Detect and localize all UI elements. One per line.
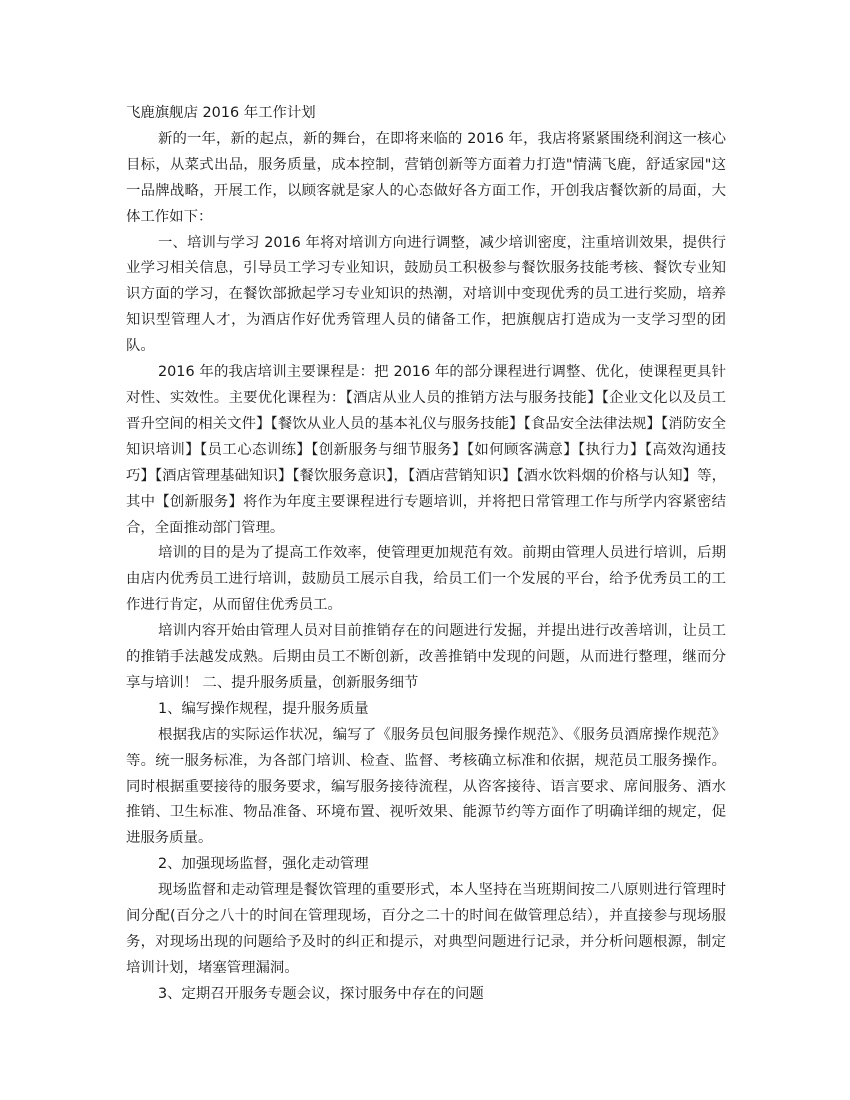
paragraph-service-procedures: 根据我店的实际运作状况，编写了《服务员包间服务操作规范》、《服务员酒席操作规范》等。统一服务标准，为各部门培训、检查、监督、考核确立标准和依据，规范员工服务操作。同时根据重要接待的服务要求，编写服务接待流程，从咨客接待、语言要求、席间服务、酒水推销、卫生标准、物品准备、环境布置、视听效果、能源节约等方面作了明确详细的规定，促进服务质量。 [126, 726, 726, 847]
heading-service-meetings: 3、定期召开服务专题会议，探讨服务中存在的问题 [158, 985, 484, 1002]
heading-service-procedures: 1、编写操作规程，提升服务质量 [158, 700, 369, 717]
paragraph-training-content: 培训内容开始由管理人员对目前推销存在的问题进行发掘，并提出进行改善培训，让员工的推销手法越发成熟。后期由员工不断创新，改善推销中发现的问题，从而进行整理，继而分享与培训！ 二、提升服务质量，创新服务细节 [126, 623, 726, 691]
paragraph-training-study: 一、培训与学习 2016 年将对培训方向进行调整，减少培训密度，注重培训效果，提供行业学习相关信息，引导员工学习专业知识，鼓励员工积极参与餐饮服务技能考核、餐饮专业知识方面的学习，在餐饮部掀起学习专业知识的热潮，对培训中变现优秀的员工进行奖励，培养知识型管理人才，为酒店作好优秀管理人员的储备工作，把旗舰店打造成为一支学习型的团队。 [126, 234, 726, 355]
document-title: 飞鹿旗舰店 2016 年工作计划 [126, 105, 316, 121]
paragraph-training-courses: 2016 年的我店培训主要课程是：把 2016 年的部分课程进行调整、优化，使课程更具针对性、实效性。主要优化课程为：【酒店从业人员的推销方法与服务技能】【企业文化以及员工晋升空间的相关文件】【餐饮从业人员的基本礼仪与服务技能】【食品安全法律法规】【消防安全知识培训】【员工心态训练】【创新服务与细节服务】【如何顾客满意】【执行力】【高效沟通技巧】【酒店管理基础知识】【餐饮服务意识】，【酒店营销知识】【酒水饮料烟的价格与认知】等，其中【创新服务】将作为年度主要课程进行专题培训，并将把日常管理工作与所学内容紧密结合，全面推动部门管理。 [126, 364, 726, 536]
heading-onsite-supervision: 2、加强现场监督，强化走动管理 [158, 856, 369, 873]
paragraph-intro: 新的一年，新的起点，新的舞台，在即将来临的 2016 年，我店将紧紧围绕利润这一核心目标，从菜式出品，服务质量，成本控制，营销创新等方面着力打造"情满飞鹿，舒适家园"这一品牌战略，开展工作，以顾客就是家人的心态做好各方面工作，开创我店餐饮新的局面，大体工作如下： [126, 130, 726, 225]
paragraph-onsite-supervision: 现场监督和走动管理是餐饮管理的重要形式，本人坚持在当班期间按二八原则进行管理时间分配(百分之八十的时间在管理现场，百分之二十的时间在做管理总结），并直接参与现场服务，对现场出现的问题给予及时的纠正和提示，对典型问题进行记录，并分析问题根源，制定培训计划，堵塞管理漏洞。 [126, 882, 726, 976]
document-page [126, 101, 726, 1008]
paragraph-training-purpose: 培训的目的是为了提高工作效率，使管理更加规范有效。前期由管理人员进行培训，后期由店内优秀员工进行培训，鼓励员工展示自我，给员工们一个发展的平台，给予优秀员工的工作进行肯定，从而留住优秀员工。 [126, 545, 726, 614]
